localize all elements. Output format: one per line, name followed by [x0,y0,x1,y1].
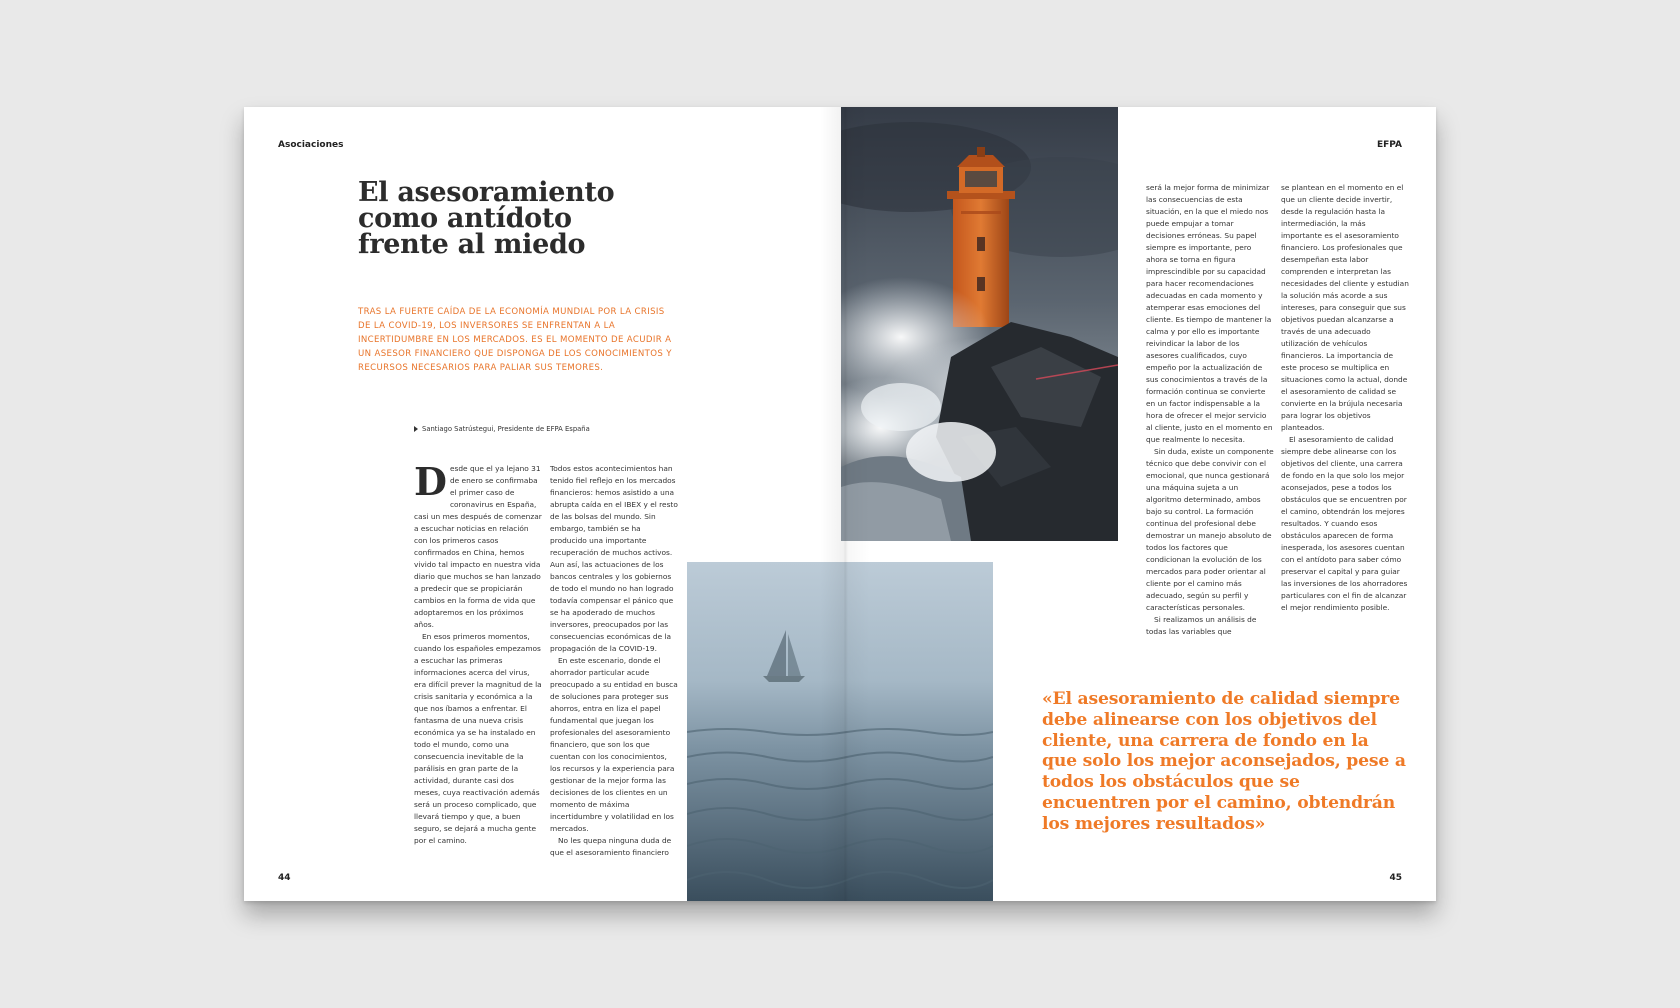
paragraph: Sin duda, existe un componente técnico que debe convivir con el emocional, que nunca gestionará una máquina sujeta a un algoritmo determinado, ambos bajo su control. La formación continua del profesional debe demostrar un manejo absoluto de todos los factores que condicionan la evolución de los mercados para poder orientar al cliente por el camino más adecuado, según su perfil y características personales. [1146,447,1274,612]
title-line: como antídoto [358,203,572,234]
body-column-4 [1281,182,1409,614]
paragraph: Si realizamos un análisis de todas las variables que [1146,615,1257,636]
paragraph: El asesoramiento de calidad siempre debe alinearse con los objetivos del cliente, una carrera de fondo en la que solo los mejor aconsejados, pese a todos los obstáculos que se encuentren por el camino, obtendrán los mejores resultados. Y cuando esos obstáculos aparecen de forma inesperada, los asesores cuentan con el antídoto para saber cómo preservar el capital y para guiar las inversiones de los ahorradores particulares con el fin de alcanzar el mejor rendimiento posible. [1281,435,1408,612]
body-column-3 [1146,182,1274,638]
byline-text: Santiago Satrústegui, Presidente de EFPA España [422,425,590,433]
title-line: El asesoramiento [358,177,615,208]
brand-label: EFPA [1376,140,1402,150]
byline [414,425,590,433]
title-line: frente al miedo [358,229,586,260]
paragraph: esde que el ya lejano 31 de enero se confirmaba el primer caso de coronavirus en España, casi un mes después de comenzar a escuchar noticias en relación con los primeros casos confirmados en China, hemos vivido tal impacto en nuestra vida diario que muchos se han lanzado a predecir que se propiciarán cambios en la forma de vida que adoptaremos en los próximos años. [414,464,542,629]
paragraph: Todos estos acontecimientos han tenido fiel reflejo en los mercados financieros: hemos asistido a una abrupta caída en el IBEX y el resto de las bolsas del mundo. Sin embargo, también se ha producido una importante recuperación de muchos activos. Aun así, las actuaciones de los bancos centrales y los gobiernos de todo el mundo no han logrado todavía compensar el pánico que se ha apoderado de muchos inversores, preocupados por las consecuencias económicas de la propagación de la COVID-19. [550,464,678,653]
page-number-left: 44 [278,873,291,883]
sea-photo [687,562,993,901]
body-column-2 [550,463,678,859]
drop-cap: D [414,459,447,504]
body-column-1 [414,459,542,847]
pull-quote: «El asesoramiento de calidad siempre debe alinearse con los objetivos del cliente, una carrera de fondo en la que solo los mejor aconsejados, pese a todos los obstáculos que se encuentren por el camino, obtendrán los mejores resultados» [1042,689,1406,834]
paragraph: En este escenario, donde el ahorrador particular acude preocupado a su entidad en busca de soluciones para proteger sus ahorros, entra en liza el papel fundamental que juegan los profesionales del asesoramiento financiero, que son los que cuentan con los conocimientos, los recursos y la experiencia para gestionar de la mejor forma las decisiones de los clientes en un momento de máxima incertidumbre y volatilidad en los mercados. [550,656,678,833]
article-lead: TRAS LA FUERTE CAÍDA DE LA ECONOMÍA MUNDIAL POR LA CRISIS DE LA COVID-19, LOS INVERSORES SE ENFRENTAN A LA INCERTIDUMBRE EN LOS MERCADOS. ES EL MOMENTO DE ACUDIR A UN ASESOR FINANCIERO QUE DISPONGA DE LOS CONOCIMIENTOS Y RECURSOS NECESARIOS PARA PALIAR SUS TEMORES. [358,307,672,373]
magazine-spread [244,107,1436,901]
paragraph: En esos primeros momentos, cuando los españoles empezamos a escuchar las primeras informaciones acerca del virus, era difícil prever la magnitud de la crisis sanitaria y económica a la que nos íbamos a enfrentar. El fantasma de una nueva crisis económica ya se ha instalado en todo el mundo, como una consecuencia inevitable de la parálisis en gran parte de la actividad, durante casi dos meses, cuya reactivación además será un proceso complicado, que llevará tiempo y que, a buen seguro, se dejará a mucha gente por el camino. [414,632,542,845]
lighthouse-photo [841,107,1118,541]
section-label: Asociaciones [278,140,344,150]
article-title [358,177,678,260]
page-number-right: 45 [1389,873,1402,883]
triangle-bullet-icon [414,426,418,432]
paragraph: No les quepa ninguna duda de que el asesoramiento financiero [550,836,672,857]
paragraph: será la mejor forma de minimizar las consecuencias de esta situación, en la que el miedo nos puede empujar a tomar decisiones erróneas. Su papel siempre es importante, pero ahora se torna en figura imprescindible por su capacidad para hacer recomendaciones adecuadas en cada momento y atemperar esas emociones del cliente. Es tiempo de mantener la calma y por ello es importante reivindicar la labor de los asesores cualificados, cuyo empeño por la actualización de sus conocimientos a través de la formación continua se convierte en un factor indispensable a la hora de ofrecer el mejor servicio al cliente, justo en el momento en que realmente lo necesita. [1146,183,1273,444]
paragraph: se plantean en el momento en el que un cliente decide invertir, desde la regulación hasta la intermediación, la más importante es el asesoramiento financiero. Los profesionales que desempeñan esta labor comprenden e interpretan las necesidades del cliente y estudian la solución más acorde a sus intereses, para conseguir que sus objetivos puedan alcanzarse a través de una adecuado utilización de vehículos financieros. La importancia de este proceso se multiplica en situaciones como la actual, donde el asesoramiento de calidad se convierte en la brújula necesaria para lograr los objetivos planteados. [1281,183,1409,432]
